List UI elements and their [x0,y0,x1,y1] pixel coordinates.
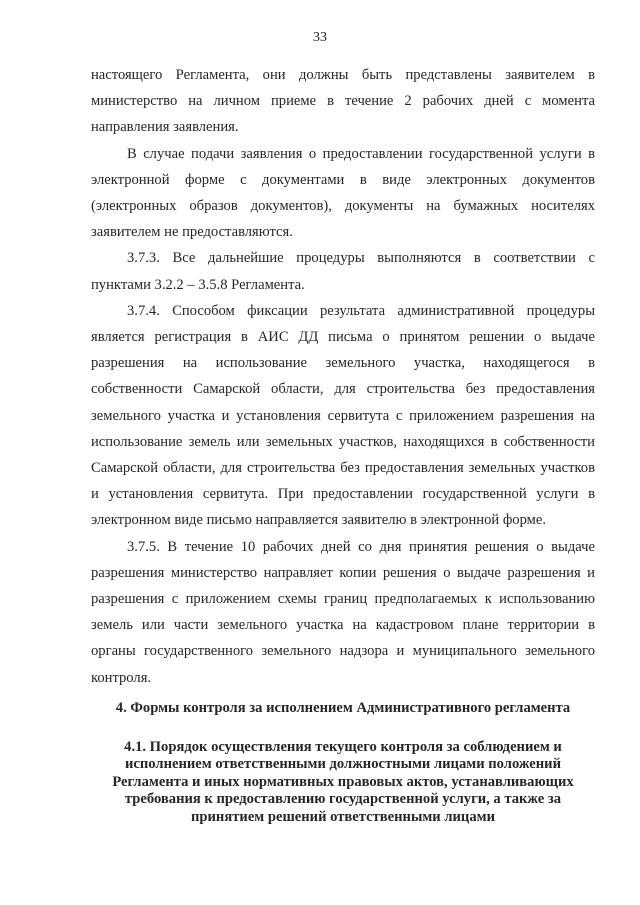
subsection-heading: 4.1. Порядок осуществления текущего контроля за соблюдением и исполнением ответственными должностными лицами положений Регламента и иных нормативных правовых актов, устанавливающих требования к предоставлению государственной услуги, а также за принятием решений ответственными лицами [112,738,574,825]
section-heading: 4. Формы контроля за исполнением Административного регламента [115,699,571,716]
page-number: 33 [313,30,327,45]
paragraph-3-7-4: 3.7.4. Способом фиксации результата административной процедуры является регистрация в АИС ДД письма о принятом решении о выдаче разрешения на использование земельного участка, находящегося в собственности Самарской области, для строительства без предоставления земельного участка и установления сервитута с приложением разрешения на использование земель или земельных участков, находящихся в собственности Самарской области, для строительства без предоставления земельных участков и установления сервитута. При предоставлении государственной услуги в электронном виде письмо направляется заявителю в электронной форме. [91,302,595,529]
paragraph-continuation: настоящего Регламента, они должны быть представлены заявителем в министерство на личном приеме в течение 2 рабочих дней с момента направления заявления. [91,67,595,136]
paragraph-3-7-3: 3.7.3. Все дальнейшие процедуры выполняются в соответствии с пунктами 3.2.2 – 3.5.8 Регламента. [91,250,595,293]
paragraph-3-7-5: 3.7.5. В течение 10 рабочих дней со дня принятия решения о выдаче разрешения министерство направляет копии решения о выдаче разрешения и разрешения с приложением схемы границ предполагаемых к использованию земель или части земельного участка на кадастровом плане территории в органы государственного земельного надзора и муниципального земельного контроля. [91,538,595,686]
document-body [91,62,595,826]
paragraph-electronic-submission: В случае подачи заявления о предоставлении государственной услуги в электронной форме с документами в виде электронных документов (электронных образов документов), документы на бумажных носителях заявителем не предоставляются. [91,145,595,241]
